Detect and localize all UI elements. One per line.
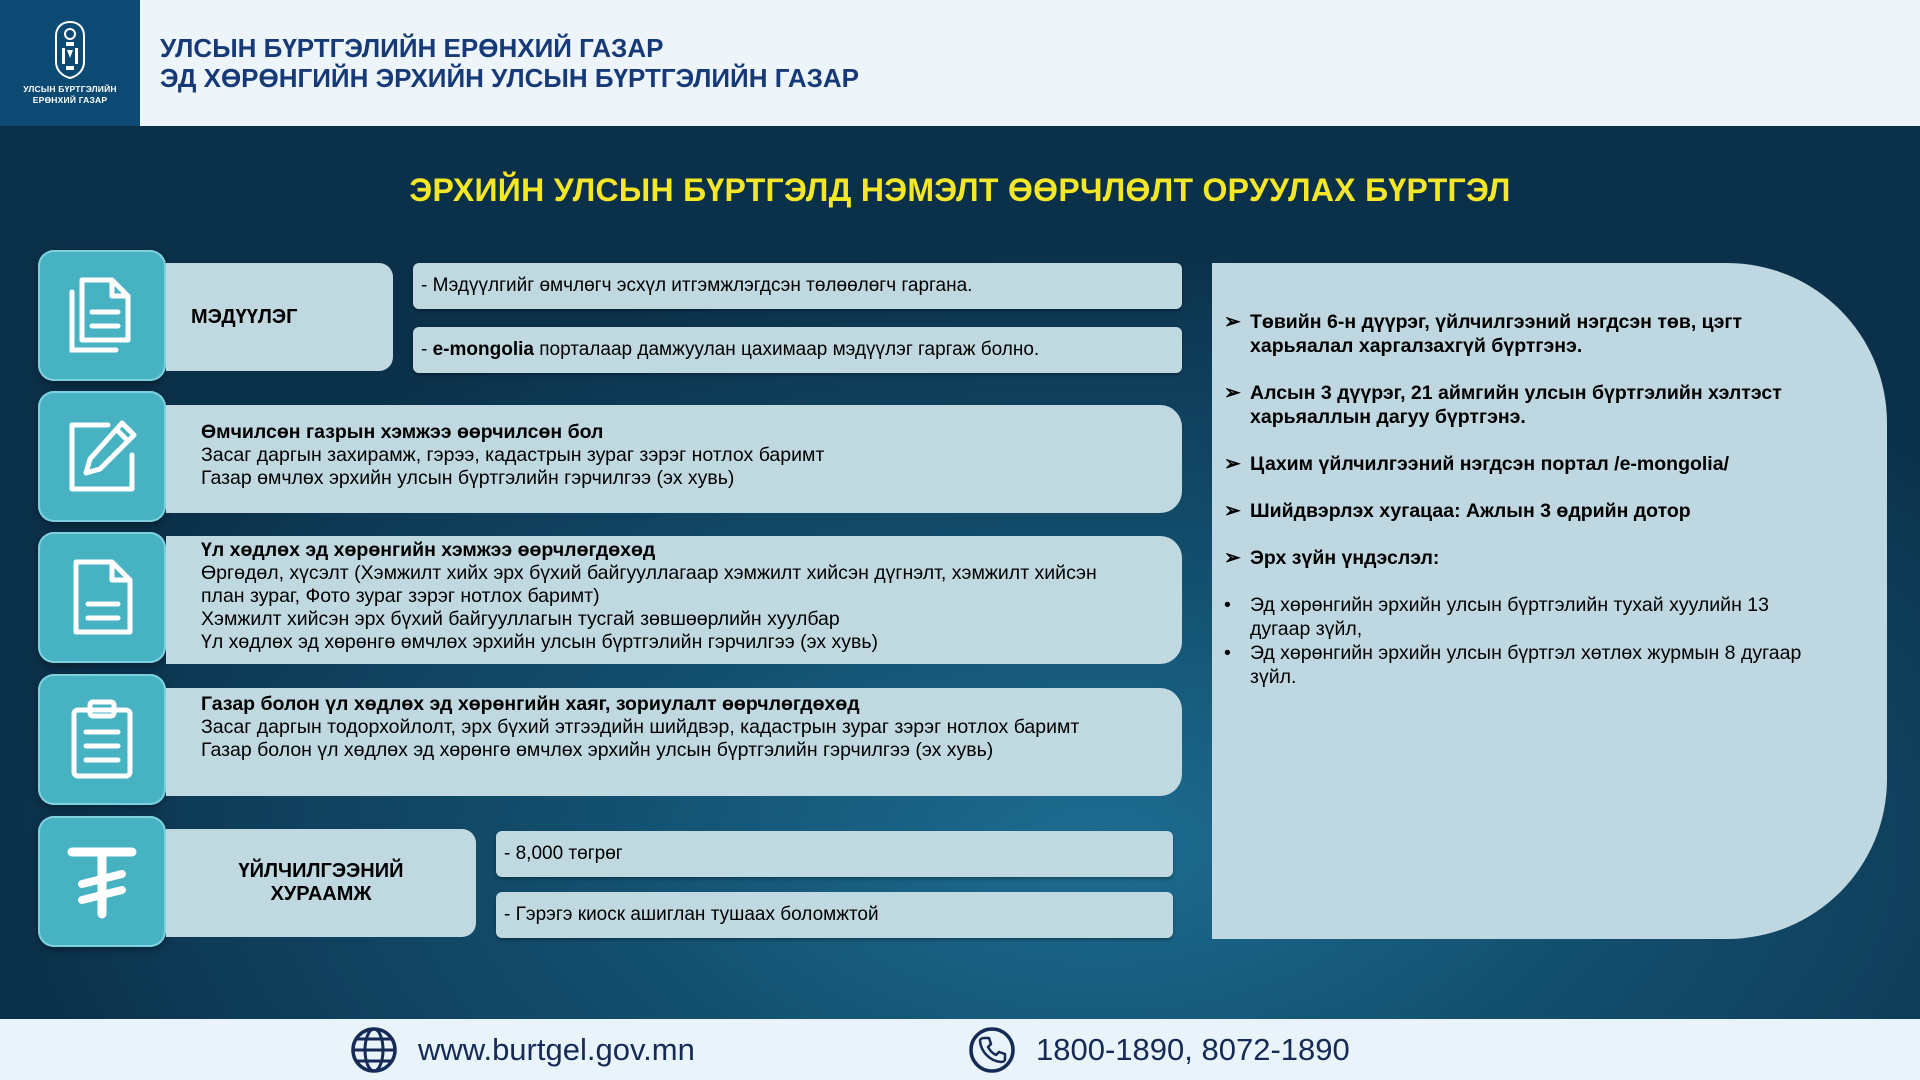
bullet-icon: • [1224,642,1231,664]
doc-2-heading: Үл хөдлөх эд хөрөнгийн хэмжээ өөрчлөгдөхөд [201,539,656,561]
info-item [1224,546,1827,570]
legal-basis-text: Эд хөрөнгийн эрхийн улсын бүртгэлийн тухай хуулийн 13 дугаар зүйл, [1250,594,1769,640]
doc-2-line-1: Өргөдөл, хүсэлт (Хэмжилт хийх эрх бүхий байгууллагаар хэмжилт хийсэн дүгнэлт, хэмжилт хийсэн план зураг, Фото зураг зэрэг нотлох баримт) [201,562,1097,607]
logo-text-line1: УЛСЫН БҮРТГЭЛИЙН [23,84,117,94]
arrow-icon: ➢ [1224,382,1241,404]
fee-line-1 [496,831,1173,877]
info-item [1224,499,1827,523]
footer-website[interactable] [350,1019,695,1080]
tugrik-icon [62,840,142,923]
arrow-icon: ➢ [1224,453,1241,475]
bullet-icon: • [1224,594,1231,616]
website-link[interactable]: www.burtgel.gov.mn [418,1031,695,1067]
footer [0,1019,1920,1080]
doc-2-line-2: Хэмжилт хийсэн эрх бүхий байгууллагын тусгай зөвшөөрлийн хуулбар [201,608,840,630]
doc-1-line-2: Газар өмчлөх эрхийн улсын бүртгэлийн гэрчилгээ (эх хувь) [201,467,735,489]
application-label-panel [166,263,393,371]
legal-basis-item [1224,641,1827,689]
e-mongolia-text: e-mongolia [432,339,534,360]
fee-amount: - 8,000 төгрөг [504,843,623,864]
fee-label-panel [166,829,476,937]
application-line-2-prefix: - [421,339,433,360]
application-line-2 [413,327,1182,373]
phone-numbers[interactable]: 1800-1890, 8072-1890 [1036,1031,1350,1067]
org-name-primary: УЛСЫН БҮРТГЭЛИЙН ЕРӨНХИЙ ГАЗАР [160,33,664,63]
arrow-icon: ➢ [1224,311,1241,333]
clipboard-icon [62,698,142,781]
application-label: МЭДҮҮЛЭГ [191,305,298,328]
emblem-icon [53,20,87,80]
fee-icon-box [38,816,166,947]
info-item-text: Цахим үйлчилгээний нэгдсэн портал /e-mongolia/ [1250,453,1729,475]
doc-3-icon-box [38,674,166,805]
info-item [1224,381,1827,429]
legal-basis-item [1224,593,1827,641]
doc-3-panel [166,688,1182,796]
doc-2-panel [166,536,1182,664]
org-name-secondary: ЭД ХӨРӨНГИЙН ЭРХИЙН УЛСЫН БҮРТГЭЛИЙН ГАЗАР [160,63,860,93]
edit-icon [62,415,142,498]
doc-2-line-3: Үл хөдлөх эд хөрөнгө өмчлөх эрхийн улсын бүртгэлийн гэрчилгээ (эх хувь) [201,631,878,653]
fee-payment-method: - Гэрэгэ киоск ашиглан тушаах боломжтой [504,904,879,925]
fee-label: ҮЙЛЧИЛГЭЭНИЙ ХУРААМЖ [238,860,404,905]
documents-icon [62,274,142,357]
info-item-text: Эрх зүйн үндэслэл: [1250,547,1440,569]
arrow-icon: ➢ [1224,500,1241,522]
info-item-text: Шийдвэрлэх хугацаа: Ажлын 3 өдрийн дотор [1250,500,1691,522]
doc-2-icon-box [38,532,166,663]
doc-3-line-1: Засаг даргын тодорхойлолт, эрх бүхий этгээдийн шийдвэр, кадастрын зураг зэрэг нотлох баримт [201,716,1080,738]
application-line-2-rest: порталаар дамжуулан цахимаар мэдүүлэг гаргаж болно. [533,339,1040,360]
info-item-text: Алсын 3 дүүрэг, 21 аймгийн улсын бүртгэлийн хэлтэст харьяаллын дагуу бүртгэнэ. [1250,382,1782,428]
legal-basis-text: Эд хөрөнгийн эрхийн улсын бүртгэл хөтлөх журмын 8 дугаар зүйл. [1250,642,1802,688]
doc-3-heading: Газар болон үл хөдлөх эд хөрөнгийн хаяг, зориулалт өөрчлөгдөхөд [201,693,860,715]
logo [0,0,140,126]
info-item [1224,452,1827,476]
application-icon-box [38,250,166,381]
fee-line-2 [496,892,1173,938]
header [0,0,1920,126]
info-item-text: Төвийн 6-н дүүрэг, үйлчилгээний нэгдсэн төв, цэгт харьяалал харгалзахгүй бүртгэнэ. [1250,311,1743,357]
doc-1-panel [166,405,1182,513]
footer-phone[interactable] [968,1019,1350,1080]
file-icon [62,556,142,639]
application-line-1 [413,263,1182,309]
phone-icon [968,1026,1016,1074]
logo-text-line2: ЕРӨНХИЙ ГАЗАР [32,95,108,105]
globe-icon [350,1026,398,1074]
page-title: ЭРХИЙН УЛСЫН БҮРТГЭЛД НЭМЭЛТ ӨӨРЧЛӨЛТ ОРУУЛАХ БҮРТГЭЛ [409,172,1511,208]
doc-1-icon-box [38,391,166,522]
application-line-1-text: - Мэдүүлгийг өмчлөгч эсхүл итгэмжлэгдсэн төлөөлөгч гаргана. [421,275,973,296]
doc-3-line-2: Газар болон үл хөдлөх эд хөрөнгө өмчлөх эрхийн улсын бүртгэлийн гэрчилгээ (эх хувь) [201,739,994,761]
info-panel [1212,263,1887,939]
arrow-icon: ➢ [1224,547,1241,569]
doc-1-heading: Өмчилсөн газрын хэмжээ өөрчилсөн бол [201,421,604,443]
doc-1-line-1: Засаг даргын захирамж, гэрээ, кадастрын зураг зэрэг нотлох баримт [201,444,825,466]
info-item [1224,310,1827,358]
